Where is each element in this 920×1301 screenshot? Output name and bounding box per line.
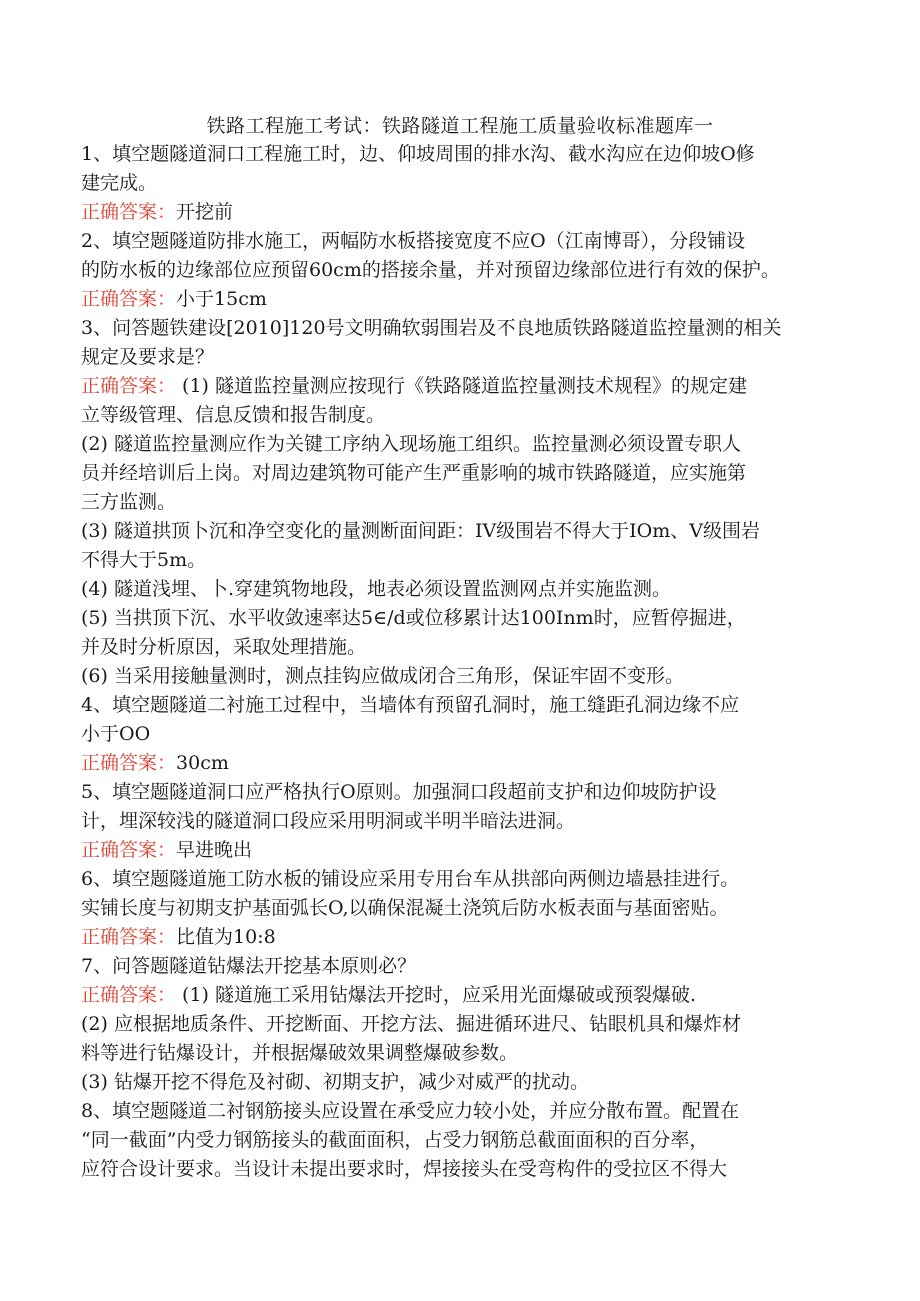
answer-label: 正确答案：	[81, 926, 177, 948]
question-text-line: 实铺长度与初期支护基面弧长O,以确保混凝土浇筑后防水板表面与基面密贴。	[81, 897, 729, 919]
answer-text: (1) 隧道施工采用钻爆法开挖时，应采用光面爆破或预裂爆破.	[176, 984, 697, 1006]
answer	[81, 372, 841, 691]
answer-label: 正确答案：	[81, 375, 177, 397]
answer-text: 30cm	[176, 752, 229, 774]
answer-text-line: (6) 当采用接触量测时，测点挂钩应做成闭合三角形，保证牢固不变形。	[81, 665, 684, 687]
answer	[81, 923, 841, 952]
answer-text: 早进晚出	[176, 839, 253, 861]
answer-label: 正确答案：	[81, 288, 177, 310]
question	[81, 778, 841, 836]
answer-text: 小于15cm	[176, 288, 267, 310]
page-title: 铁路工程施工考试：铁路隧道工程施工质量验收标准题库一	[206, 115, 714, 137]
question-text-line: 8、填空题隧道二衬钢筋接头应设置在承受应力较小处，并应分散布置。配置在	[81, 1100, 740, 1122]
answer-text-line: (3) 钻爆开挖不得危及衬砌、初期支护，减少对威严的扰动。	[81, 1071, 589, 1093]
answer-line	[81, 836, 841, 865]
answer-line	[81, 285, 841, 314]
answer-line	[81, 923, 841, 952]
answer-text: 开挖前	[176, 201, 234, 223]
answer-text-line: 并及时分析原因，采取处理措施。	[81, 636, 367, 658]
answer-text-line: (3) 隧道拱顶卜沉和净空变化的量测断面间距：IV级围岩不得大于IOm、V级围岩	[81, 520, 761, 542]
question-text-line: 的防水板的边缘部位应预留60cm的搭接余量，并对预留边缘部位进行有效的保护。	[81, 259, 780, 281]
question-text-line: 规定及要求是？	[81, 346, 215, 368]
answer-label: 正确答案：	[81, 201, 177, 223]
answer-text-line: 料等进行钻爆设计，并根据爆破效果调整爆破参数。	[81, 1042, 519, 1064]
question-text-line: 计，埋深较浅的隧道洞口段应采用明洞或半明半暗法进洞。	[81, 810, 576, 832]
question-text-line: 3、问答题铁建设[2010]120号文明确软弱围岩及不良地质铁路隧道监控量测的相关	[81, 317, 782, 339]
answer-line	[81, 372, 841, 401]
answer-text-line: 三方监测。	[81, 491, 177, 513]
answer-text: 比值为10:8	[176, 926, 276, 948]
answer	[81, 285, 841, 314]
answer-line	[81, 749, 841, 778]
answer-text-line: (5) 当拱顶下沉、水平收敛速率达5∈∕d或位移累计达100Inm时，应暂停掘进，	[81, 607, 746, 629]
answer-text: (1) 隧道监控量测应按现行《铁路隧道监控量测技术规程》的规定建	[176, 375, 748, 397]
answer-label: 正确答案：	[81, 839, 177, 861]
question	[81, 1097, 841, 1184]
question-text-line: 应符合设计要求。当设计未提出要求时，焊接接头在受弯构件的受拉区不得大	[81, 1158, 728, 1180]
question-text-line: 建完成。	[81, 172, 158, 194]
question-text-line: 7、问答题隧道钻爆法开挖基本原则必？	[81, 955, 417, 977]
answer	[81, 981, 841, 1097]
question	[81, 314, 841, 372]
answer-text-line: 不得大于5m。	[81, 549, 207, 571]
question	[81, 691, 841, 749]
question-text-line: 4、填空题隧道二衬施工过程中，当墙体有预留孔洞时，施工缝距孔洞边缘不应	[81, 694, 740, 716]
answer-text-line: 立等级管理、信息反馈和报告制度。	[81, 404, 386, 426]
answer	[81, 749, 841, 778]
question	[81, 865, 841, 923]
answer-line	[81, 981, 841, 1010]
question-text-line: 2、填空题隧道防排水施工，两幅防水板搭接宽度不应O（江南博哥），分段铺设	[81, 230, 746, 252]
answer	[81, 836, 841, 865]
answer-label: 正确答案：	[81, 752, 177, 774]
answer-text-line: (2) 隧道监控量测应作为关键工序纳入现场施工组织。监控量测必须设置专职人	[81, 433, 741, 455]
answer	[81, 198, 841, 227]
answer-label: 正确答案：	[81, 984, 177, 1006]
question	[81, 227, 841, 285]
question-text-line: 小于OO	[81, 723, 151, 745]
question-text-line: 1、填空题隧道洞口工程施工时，边、仰坡周围的排水沟、截水沟应在边仰坡O修	[81, 143, 755, 165]
answer-text-line: (2) 应根据地质条件、开挖断面、开挖方法、掘进循环进尺、钻眼机具和爆炸材	[81, 1013, 741, 1035]
question-text-line: “同一截面”内受力钢筋接头的截面面积，占受力钢筋总截面面积的百分率，	[81, 1129, 709, 1151]
question	[81, 952, 841, 981]
answer-text-line: 员并经培训后上岗。对周边建筑物可能产生严重影响的城市铁路隧道，应实施第	[81, 462, 747, 484]
answer-line	[81, 198, 841, 227]
question-text-line: 6、填空题隧道施工防水板的铺设应采用专用台车从拱部向两侧边墙悬挂进行。	[81, 868, 740, 890]
question	[81, 140, 841, 198]
answer-text-line: (4) 隧道浅埋、卜.穿建筑物地段，地表必须设置监测网点并实施监测。	[81, 578, 671, 600]
question-text-line: 5、填空题隧道洞口应严格执行O原则。加强洞口段超前支护和边仰坡防护设	[81, 781, 717, 803]
question-list	[81, 140, 841, 1184]
